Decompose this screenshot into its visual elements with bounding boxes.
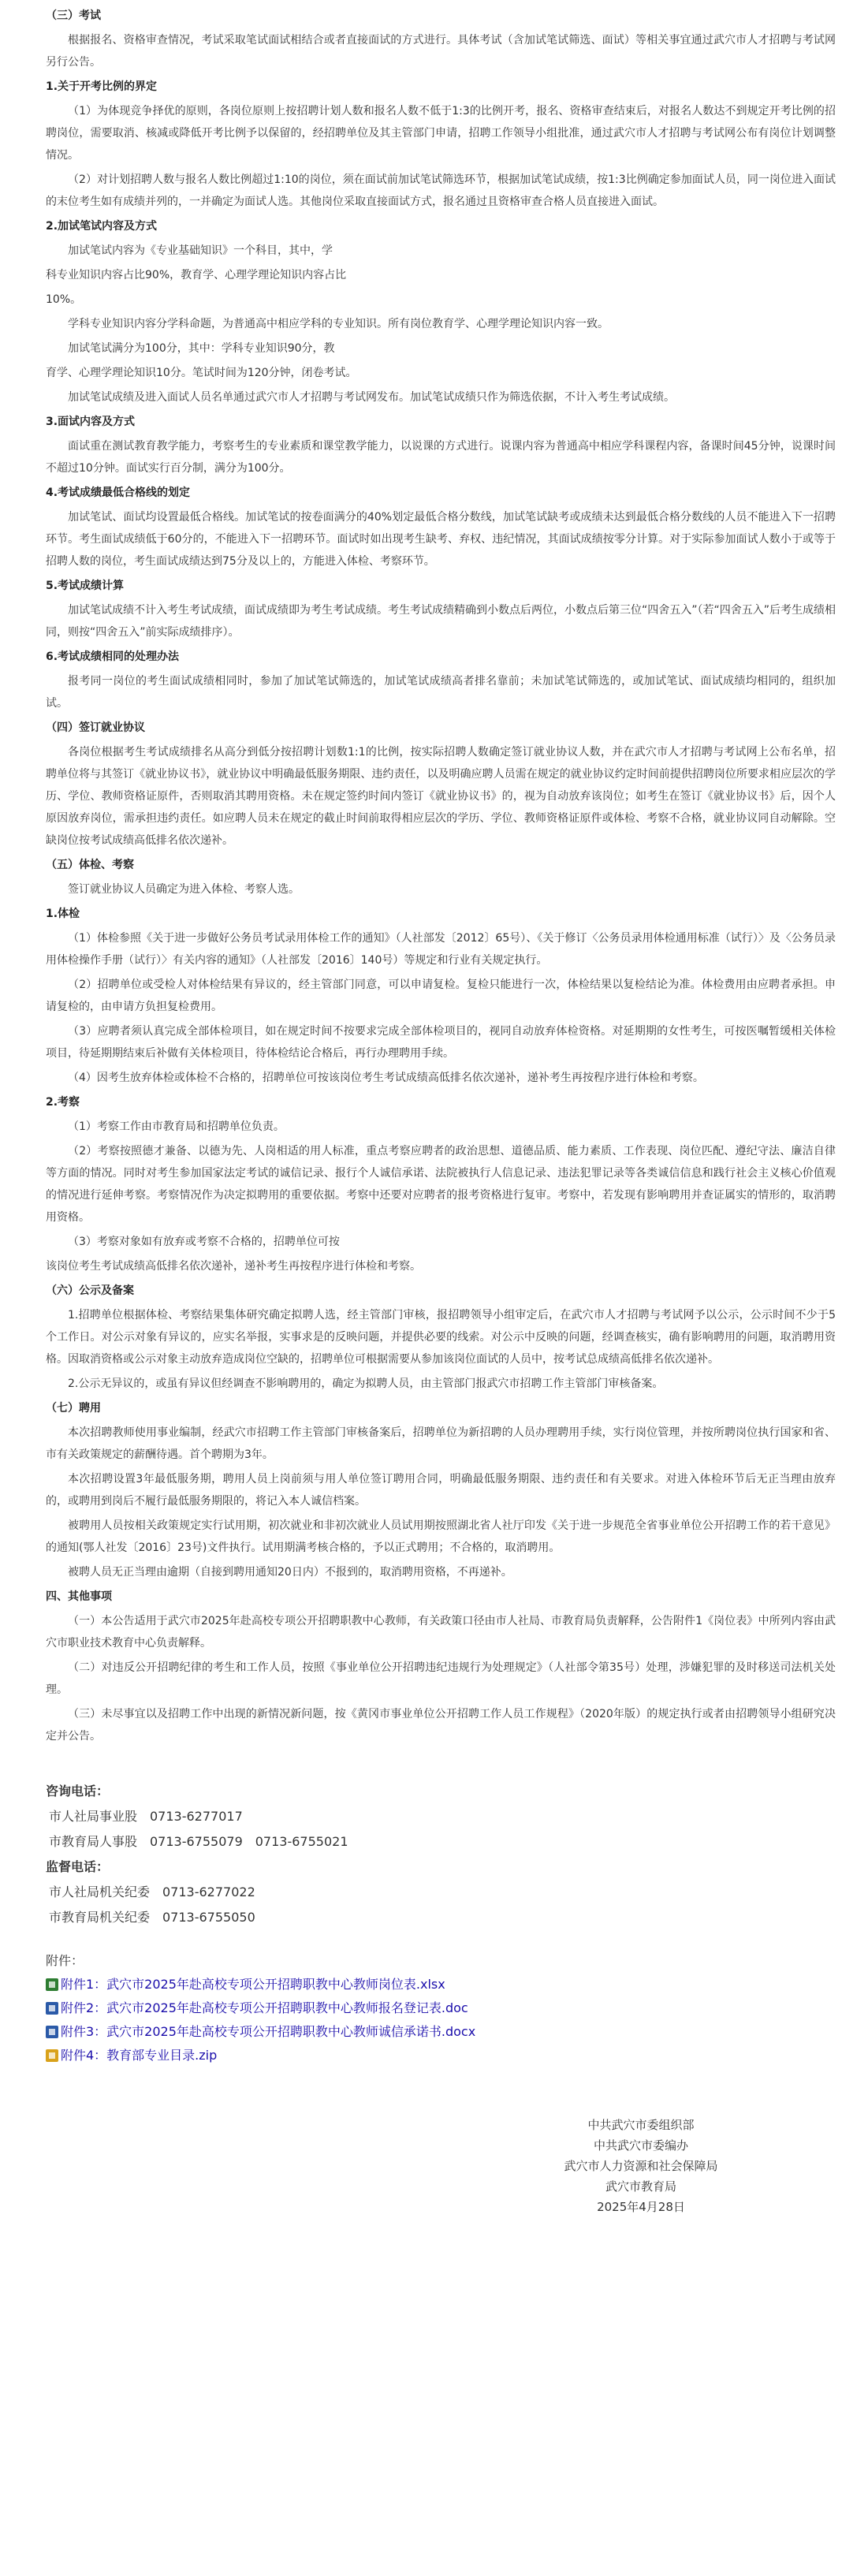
zip-file-icon [46, 2049, 58, 2062]
paragraph: 加试笔试、面试均设置最低合格线。加试笔试的按卷面满分的40%划定最低合格分数线，加试笔试缺考或成绩未达到最低合格分数线的人员不能进入下一招聘环节。考生面试成绩低于60分的，不能进入下一招聘环节。面试时如出现考生缺考、弃权、违纪情况，其面试成绩按零分计算。对于实际参加面试人数小于或等于招聘人数的岗位，考生面试成绩达到75分及以上的，方能进入体检、考察环节。 [46, 511, 836, 568]
attachments-section [0, 1949, 842, 2067]
consult-label: 咨询电话： [46, 1784, 110, 1799]
signature-block [503, 2115, 779, 2217]
paragraph: （4）因考生放弃体检或体检不合格的，招聘单位可按该岗位考生考试成绩高低排名依次递补，递补考生再按程序进行体检和考察。 [68, 1072, 704, 1084]
attachments-label: 附件： [46, 1953, 84, 1968]
paragraph: 报考同一岗位的考生面试成绩相同时，参加了加试笔试筛选的，加试笔试成绩高者排名靠前；未加试笔试筛选的，或加试笔试、面试成绩均相同的，组织加试。 [46, 675, 836, 710]
paragraph-continuation: 科专业知识内容占比90%，教育学、心理学理论知识内容占比 [46, 269, 347, 281]
attachment-link-1[interactable]: 附件1：武穴市2025年赴高校专项公开招聘职教中心教师岗位表.xlsx [61, 1977, 445, 1992]
excel-file-icon [46, 1978, 58, 1991]
supervise-label: 监督电话： [46, 1859, 110, 1874]
paragraph: （三）未尽事宜以及招聘工作中出现的新情况新问题，按《黄冈市事业单位公开招聘工作人员工作规程》（2020年版）的规定执行或者由招聘领导小组研究决定并公告。 [46, 1708, 836, 1743]
paragraph: 各岗位根据考生考试成绩排名从高分到低分按招聘计划数1:1的比例，按实际招聘人数确定签订就业协议人数，并在武穴市人才招聘与考试网上公布名单，招聘单位将与其签订《就业协议书》，就业协议中明确最低服务期限、违约责任，以及明确应聘人员需在规定的就业协议约定时间前提供招聘岗位所要求相应层次的学历、学位、教师资格证原件，否则取消其聘用资格。未在规定签约时间内签订《就业协议书》的，视为自动放弃该岗位；如考生在签订《就业协议书》后，因个人原因放弃岗位，需承担违约责任。如应聘人员未在规定的截止时间前取得相应层次的学历、学位、教师资格证原件或体检、考察不合格，就业协议同自动解除。空缺岗位按考试成绩高低排名依次递补。 [46, 746, 836, 847]
paragraph: 根据报名、资格审查情况，考试采取笔试面试相结合或者直接面试的方式进行。具体考试（含加试笔试筛选、面试）等相关事宜通过武穴市人才招聘与考试网另行公告。 [46, 34, 836, 69]
paragraph: （1）考察工作由市教育局和招聘单位负责。 [68, 1120, 285, 1133]
attachment-item[interactable] [46, 1996, 842, 2020]
subsection-heading: （三）考试 [46, 9, 101, 22]
paragraph: 加试笔试内容为《专业基础知识》一个科目，其中，学 [68, 244, 333, 257]
attachment-link-4[interactable]: 附件4：教育部专业目录.zip [61, 2048, 218, 2063]
subsection-heading: （六）公示及备案 [46, 1284, 134, 1297]
attachment-item[interactable] [46, 2020, 842, 2044]
paragraph: 加试笔试成绩及进入面试人员名单通过武穴市人才招聘与考试网发布。加试笔试成绩只作为筛选依据，不计入考生考试成绩。 [68, 391, 675, 404]
paragraph: （3）应聘者须认真完成全部体检项目，如在规定时间不按要求完成全部体检项目的，视同自动放弃体检资格。对延期期的女性考生，可按医嘱暂缓相关体检项目，待延期期结束后补做有关体检项目，待体检结论合格后，再行办理聘用手续。 [46, 1025, 836, 1060]
paragraph: （一）本公告适用于武穴市2025年赴高校专项公开招聘职教中心教师，有关政策口径由市人社局、市教育局负责解释，公告附件1《岗位表》中所列内容由武穴市职业技术教育中心负责解释。 [46, 1615, 836, 1650]
supervise-line: 市教育局机关纪委 0713-6755050 [49, 1910, 255, 1925]
paragraph: 本次招聘设置3年最低服务期，聘用人员上岗前须与用人单位签订聘用合同，明确最低服务期限、违约责任和有关要求。对进入体检环节后无正当理由放弃的，或聘用到岗后不履行最低服务期限的，将记入本人诚信档案。 [46, 1473, 836, 1508]
supervise-line: 市人社局机关纪委 0713-6277022 [49, 1884, 255, 1899]
paragraph-continuation: 10%。 [46, 293, 82, 306]
signature-org: 中共武穴市委组织部 [587, 2118, 695, 2132]
word-file-icon [46, 2026, 58, 2038]
section-heading: 5.考试成绩计算 [46, 580, 125, 592]
section-heading: 6.考试成绩相同的处理办法 [46, 651, 180, 663]
section-heading: 4.考试成绩最低合格线的划定 [46, 486, 191, 499]
notice-body [0, 5, 842, 1747]
section-heading: 四、其他事项 [46, 1590, 112, 1603]
word-file-icon [46, 2002, 58, 2015]
attachment-link-2[interactable]: 附件2：武穴市2025年赴高校专项公开招聘职教中心教师报名登记表.doc [61, 2000, 468, 2015]
paragraph: （2）招聘单位或受检人对体检结果有异议的，经主管部门同意，可以申请复检。复检只能进行一次，体检结果以复检结论为准。体检费用由应聘者承担。申请复检的，由申请方负担复检费用。 [46, 979, 836, 1013]
attachment-link-3[interactable]: 附件3：武穴市2025年赴高校专项公开招聘职教中心教师诚信承诺书.docx [61, 2024, 476, 2039]
attachment-item[interactable] [46, 1973, 842, 1996]
contact-section [0, 1779, 842, 1930]
signature-org: 武穴市教育局 [605, 2179, 676, 2194]
consult-line: 市人社局事业股 0713-6277017 [49, 1809, 243, 1824]
paragraph: 2.公示无异议的，或虽有异议但经调查不影响聘用的，确定为拟聘人员，由主管部门报武穴市招聘工作主管部门审核备案。 [68, 1377, 664, 1390]
subsection-heading: （五）体检、考察 [46, 859, 134, 871]
paragraph: 被聘人员无正当理由逾期（自接到聘用通知20日内）不报到的，取消聘用资格，不再递补。 [68, 1566, 512, 1579]
paragraph-continuation: 育学、心理学理论知识10分。笔试时间为120分钟，闭卷考试。 [46, 367, 357, 379]
signature-org: 中共武穴市委编办 [593, 2138, 688, 2153]
paragraph: 加试笔试满分为100分，其中：学科专业知识90分，教 [68, 342, 335, 355]
paragraph: （二）对违反公开招聘纪律的考生和工作人员，按照《事业单位公开招聘违纪违规行为处理规定》（人社部令第35号）处理，涉嫌犯罪的及时移送司法机关处理。 [46, 1661, 836, 1696]
signature-org: 武穴市人力资源和社会保障局 [564, 2159, 718, 2173]
paragraph: 被聘用人员按相关政策规定实行试用期，初次就业和非初次就业人员试用期按照湖北省人社厅印发《关于进一步规范全省事业单位公开招聘工作的若干意见》的通知(鄂人社发〔2016〕23号)文件执行。试用期满考核合格的，予以正式聘用；不合格的，取消聘用。 [46, 1519, 836, 1554]
signature-date: 2025年4月28日 [597, 2200, 685, 2214]
paragraph: （2）考察按照德才兼备、以德为先、人岗相适的用人标准，重点考察应聘者的政治思想、道德品质、能力素质、工作表现、岗位匹配、遵纪守法、廉洁自律等方面的情况。同时对考生参加国家法定考试的诚信记录、报行个人诚信承诺、法院被执行人信息记录、违法犯罪记录等各类诚信信息和践行社会主义核心价值观的情况进行延伸考察。考察情况作为决定拟聘用的重要依据。考察中还要对应聘者的报考资格进行复审。考察中，若发现有影响聘用并查证属实的情形的，取消聘用资格。 [46, 1145, 836, 1224]
paragraph: （2）对计划招聘人数与报名人数比例超过1:10的岗位，须在面试前加试笔试筛选环节，根据加试笔试成绩，按1:3比例确定参加面试人员，同一岗位进入面试的末位考生如有成绩并列的，一并确定为面试人选。其他岗位采取直接面试方式，报名通过且资格审查合格人员直接进入面试。 [46, 173, 836, 208]
paragraph: 学科专业知识内容分学科命题，为普通高中相应学科的专业知识。所有岗位教育学、心理学理论知识内容一致。 [68, 318, 609, 330]
section-heading: 1.体检 [46, 908, 80, 920]
paragraph: （1）体检参照《关于进一步做好公务员考试录用体检工作的通知》（人社部发〔2012〕65号）、《关于修订〈公务员录用体检通用标准（试行）〉及〈公务员录用体检操作手册（试行）〉有关内容的通知》（人社部发〔2016〕140号）等规定和行业有关规定执行。 [46, 932, 836, 967]
section-heading: 1.关于开考比例的界定 [46, 80, 158, 93]
section-heading: 3.面试内容及方式 [46, 416, 136, 428]
paragraph: 1.招聘单位根据体检、考察结果集体研究确定拟聘人选，经主管部门审核，报招聘领导小组审定后，在武穴市人才招聘与考试网予以公示，公示时间不少于5个工作日。对公示对象有异议的，应实名举报，实事求是的反映问题，并提供必要的线索。对公示中反映的问题，经调查核实，确有影响聘用的问题，取消聘用资格。因取消资格或公示对象主动放弃造成岗位空缺的，招聘单位可根据需要从参加该岗位面试的人员中，按考试总成绩高低排名依次递补。 [46, 1309, 836, 1366]
consult-line: 市教育局人事股 0713-6755079 0713-6755021 [49, 1834, 348, 1849]
attachment-item[interactable] [46, 2044, 842, 2067]
paragraph: （1）为体现竞争择优的原则，各岗位原则上按招聘计划人数和报名人数不低于1:3的比例开考，报名、资格审查结束后，对报名人数达不到规定开考比例的招聘岗位，需要取消、核减或降低开考比例予以保留的，经招聘单位及其主管部门申请，招聘工作领导小组批准，通过武穴市人才招聘与考试网公布有岗位计划调整情况。 [46, 105, 836, 162]
subsection-heading: （四）签订就业协议 [46, 721, 145, 734]
paragraph: （3）考察对象如有放弃或考察不合格的，招聘单位可按 [68, 1236, 340, 1248]
paragraph: 本次招聘教师使用事业编制，经武穴市招聘工作主管部门审核备案后，招聘单位为新招聘的人员办理聘用手续，实行岗位管理，并按所聘岗位执行国家和省、市有关政策规定的薪酬待遇。首个聘期为3年。 [46, 1426, 836, 1461]
paragraph: 面试重在测试教育教学能力，考察考生的专业素质和课堂教学能力，以说课的方式进行。说课内容为普通高中相应学科课程内容，备课时间45分钟，说课时间不超过10分钟。面试实行百分制，满分为100分。 [46, 440, 836, 475]
paragraph-continuation: 该岗位考生考试成绩高低排名依次递补，递补考生再按程序进行体检和考察。 [46, 1260, 421, 1273]
subsection-heading: （七）聘用 [46, 1402, 101, 1415]
paragraph: 签订就业协议人员确定为进入体检、考察人选。 [68, 883, 300, 896]
paragraph: 加试笔试成绩不计入考生考试成绩，面试成绩即为考生考试成绩。考生考试成绩精确到小数点后两位，小数点后第三位“四舍五入”（若“四舍五入”后考生成绩相同，则按“四舍五入”前实际成绩排序）。 [46, 604, 836, 639]
section-heading: 2.考察 [46, 1096, 80, 1109]
section-heading: 2.加试笔试内容及方式 [46, 220, 158, 233]
